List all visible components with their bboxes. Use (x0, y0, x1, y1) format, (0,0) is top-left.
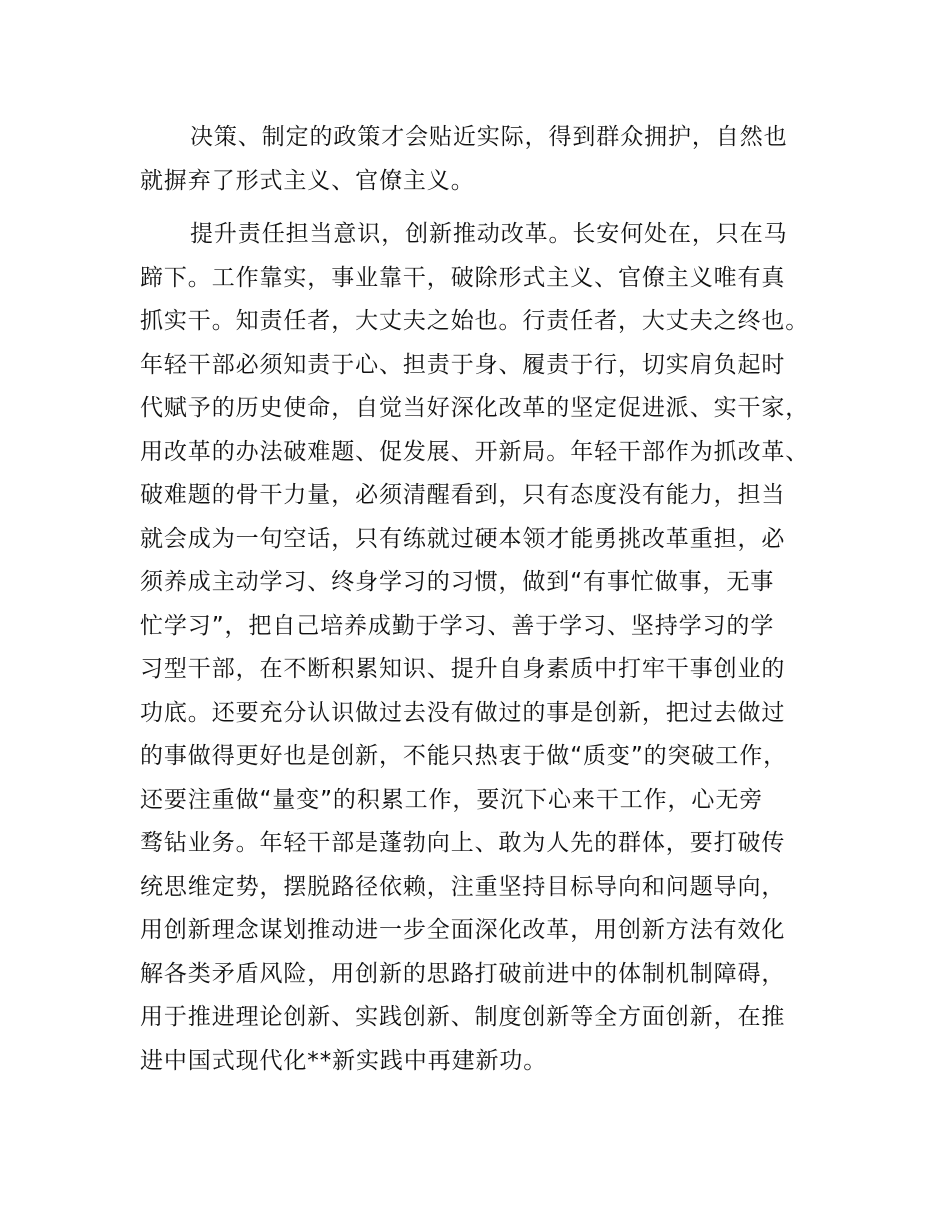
text-line: 习型干部，在不断积累知识、提升自身素质中打牢干事创业的 (140, 656, 786, 682)
text-line: 年轻干部必须知责于心、担责于身、履责于行，切实肩负起时 (140, 351, 786, 378)
text-line: 破难题的骨干力量，必须清醒看到，只有态度没有能力，担当 (140, 482, 786, 508)
text-line: 进中国式现代化**新实践中再建新功。 (140, 1047, 548, 1074)
text-line: 用于推进理论创新、实践创新、制度创新等全方面创新，在推 (140, 1004, 786, 1030)
text-line: 须养成主动学习、终身学习的习惯，做到“有事忙做事，无事 (140, 569, 775, 595)
text-line: 就摒弃了形式主义、官僚主义。 (140, 167, 475, 194)
text-line: 功底。还要充分认识做过去没有做过的事是创新，把过去做过 (140, 699, 786, 726)
paragraph-2 (140, 213, 840, 1083)
text-line: 代赋予的历史使命，自觉当好深化改革的坚定促进派、实干家， (140, 395, 810, 421)
text-line: 的事做得更好也是创新，不能只热衷于做“质变”的突破工作， (140, 743, 788, 769)
text-line: 还要注重做“量变”的积累工作，要沉下心来干工作，心无旁 (140, 786, 764, 813)
text-line: 就会成为一句空话，只有练就过硬本领才能勇挑改革重担，必 (140, 525, 786, 552)
text-line: 骛钻业务。年轻干部是蓬勃向上、敢为人先的群体，要打破传 (140, 830, 786, 856)
text-line: 忙学习”，把自己培养成勤于学习、善于学习、坚持学习的学 (140, 612, 775, 639)
text-line: 用改革的办法破难题、促发展、开新局。年轻干部作为抓改革、 (140, 438, 810, 465)
text-line: 解各类矛盾风险，用创新的思路打破前进中的体制机制障碍， (140, 960, 786, 987)
text-line: 提升责任担当意识，创新推动改革。长安何处在，只在马 (190, 221, 788, 247)
text-line: 统思维定势，摆脱路径依赖，注重坚持目标导向和问题导向， (140, 873, 786, 900)
text-line: 决策、制定的政策才会贴近实际，得到群众拥护，自然也 (190, 124, 788, 150)
text-line: 抓实干。知责任者，大丈夫之始也。行责任者，大丈夫之终也。 (140, 308, 810, 334)
paragraph-1 (140, 116, 840, 203)
text-line: 用创新理念谋划推动进一步全面深化改革，用创新方法有效化 (140, 917, 786, 943)
text-line: 蹄下。工作靠实，事业靠干，破除形式主义、官僚主义唯有真 (140, 264, 786, 291)
